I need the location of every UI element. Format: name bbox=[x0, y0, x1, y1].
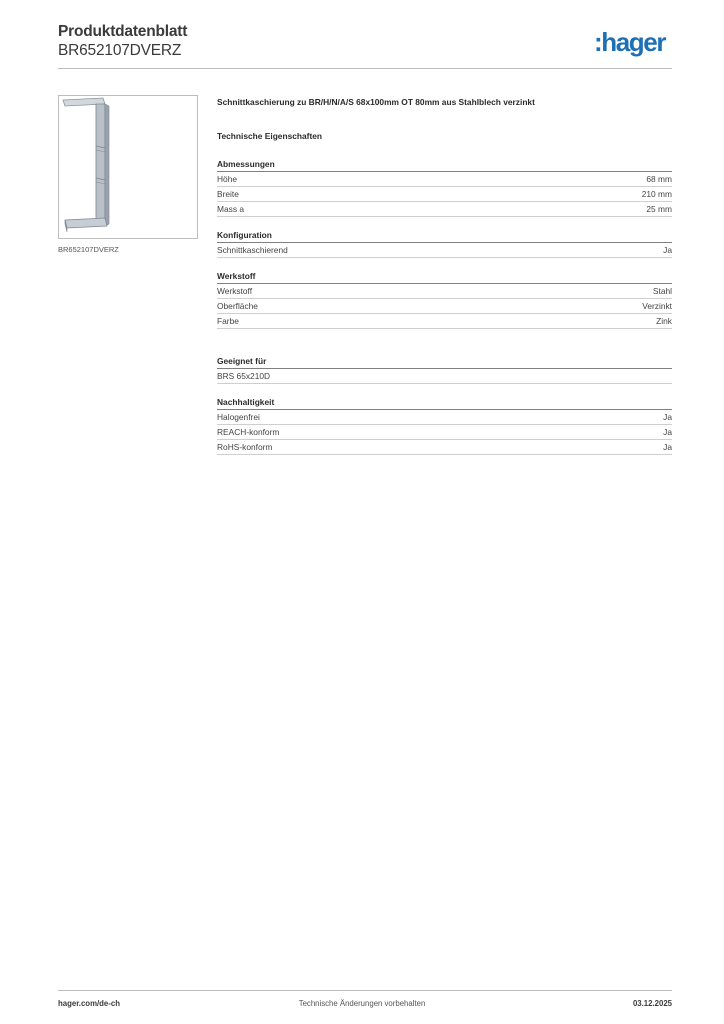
property-value: Zink bbox=[656, 316, 672, 326]
property-label: Schnittkaschierend bbox=[217, 245, 288, 255]
property-label: REACH-konform bbox=[217, 427, 280, 437]
section-abmessungen bbox=[217, 158, 672, 217]
property-value: Verzinkt bbox=[642, 301, 672, 311]
technical-properties-heading: Technische Eigenschaften bbox=[217, 131, 323, 141]
product-image-drawing bbox=[59, 96, 197, 238]
property-label: Farbe bbox=[217, 316, 239, 326]
section-title: Abmessungen bbox=[217, 158, 672, 172]
footer-notice: Technische Änderungen vorbehalten bbox=[298, 999, 426, 1008]
product-description: Schnittkaschierung zu BR/H/N/A/S 68x100mm OT 80mm aus Stahlblech verzinkt bbox=[217, 97, 535, 107]
property-value: 68 mm bbox=[646, 174, 672, 184]
property-label: Mass a bbox=[217, 204, 244, 214]
property-label: Oberfläche bbox=[217, 301, 258, 311]
property-value: Ja bbox=[663, 245, 672, 255]
property-row bbox=[217, 172, 672, 187]
image-caption: BR652107DVERZ bbox=[58, 245, 119, 254]
document-header bbox=[58, 22, 187, 60]
footer-website-link[interactable]: hager.com/de-ch bbox=[58, 999, 120, 1008]
section-title: Nachhaltigkeit bbox=[217, 396, 672, 410]
property-value: 25 mm bbox=[646, 204, 672, 214]
property-value: 210 mm bbox=[641, 189, 672, 199]
section-geeignet-fuer bbox=[217, 355, 672, 384]
section-konfiguration bbox=[217, 229, 672, 258]
document-title: Produktdatenblatt bbox=[58, 23, 188, 40]
property-row bbox=[217, 410, 672, 425]
section-title: Geeignet für bbox=[217, 355, 672, 369]
property-value: Stahl bbox=[652, 286, 672, 296]
property-row bbox=[217, 314, 672, 329]
property-value: Ja bbox=[663, 427, 672, 437]
property-value: Ja bbox=[663, 442, 672, 452]
section-title: Werkstoff bbox=[217, 270, 672, 284]
property-row bbox=[217, 243, 672, 258]
property-label: BRS 65x210D bbox=[217, 371, 271, 381]
footer-date: 03.12.2025 bbox=[632, 999, 672, 1008]
header-divider bbox=[58, 68, 672, 69]
property-label: Werkstoff bbox=[217, 286, 253, 296]
property-row bbox=[217, 425, 672, 440]
property-value: Ja bbox=[663, 412, 672, 422]
footer-divider bbox=[58, 990, 672, 991]
property-row bbox=[217, 202, 672, 217]
property-label: Halogenfrei bbox=[217, 412, 260, 422]
property-row bbox=[217, 284, 672, 299]
property-label: RoHS-konform bbox=[217, 442, 273, 452]
property-label: Breite bbox=[217, 189, 239, 199]
property-row bbox=[217, 299, 672, 314]
product-image bbox=[58, 95, 198, 239]
product-details bbox=[217, 97, 672, 455]
property-label: Höhe bbox=[217, 174, 238, 184]
section-nachhaltigkeit bbox=[217, 396, 672, 455]
section-title: Konfiguration bbox=[217, 229, 672, 243]
hager-logo: :hager bbox=[594, 27, 666, 57]
property-row bbox=[217, 187, 672, 202]
property-row bbox=[217, 369, 672, 384]
section-werkstoff bbox=[217, 270, 672, 329]
property-row bbox=[217, 440, 672, 455]
product-code: BR652107DVERZ bbox=[58, 42, 182, 59]
